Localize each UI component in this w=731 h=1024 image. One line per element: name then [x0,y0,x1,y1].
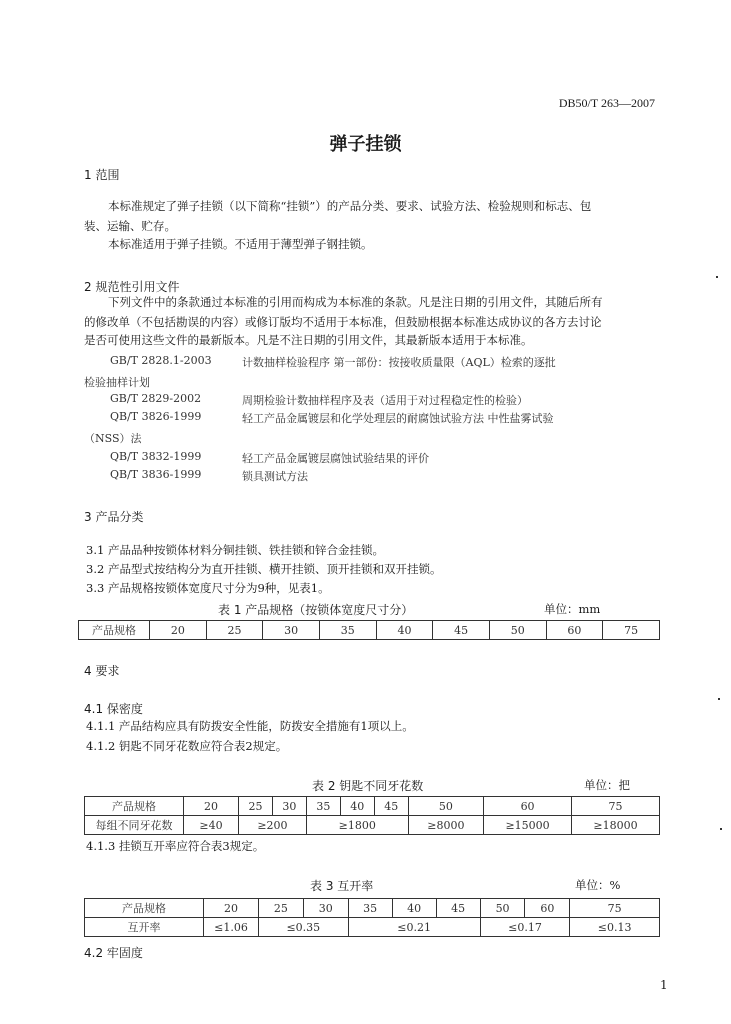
table-cell: 20 [204,899,259,918]
table-1 [78,620,660,640]
table-cell: ≥1800 [306,816,408,835]
table-cell: ≥18000 [572,816,660,835]
table-cell: 75 [572,797,660,816]
reference-code: GB/T 2829-2002 [110,392,202,405]
table-cell: ≤0.35 [259,918,349,937]
page-title: 弹子挂锁 [329,134,402,155]
page-mark: 1 [660,978,668,992]
table-cell: 75 [603,621,660,640]
table-cell: 50 [489,621,546,640]
table-cell: 30 [263,621,320,640]
clause-4-1-1: 4.1.1 产品结构应具有防拨安全性能，防拨安全措施有1项以上。 [86,719,414,733]
section-2-paragraph-3: 是否可使用这些文件的最新版本。凡是不注日期的引用文件，其最新版本适用于本标准。 [84,333,533,347]
table-cell: 产品规格 [79,621,150,640]
table-cell: 60 [546,621,603,640]
table-cell: 75 [570,899,660,918]
table-cell: 30 [303,899,348,918]
table-cell: 35 [306,797,340,816]
section-4-2-heading: 4.2 牢固度 [84,946,143,960]
section-4-1-heading: 4.1 保密度 [84,702,143,716]
table-cell: 40 [392,899,436,918]
table-cell: 互开率 [85,918,204,937]
section-2-paragraph-1: 下列文件中的条款通过本标准的引用而构成为本标准的条款。凡是注日期的引用文件，其随后所有 [108,295,603,309]
table-cell: ≥200 [239,816,307,835]
reference-code: GB/T 2828.1-2003 [110,354,212,367]
reference-title: 轻工产品金属镀层腐蚀试验结果的评价 [242,452,429,465]
reference-code: QB/T 3832-1999 [110,450,202,463]
scan-speck [720,828,722,830]
document-code: DB50/T 263—2007 [558,96,655,110]
table-cell: 25 [239,797,273,816]
section-1-paragraph-2: 本标准适用于弹子挂锁。不适用于薄型弹子钢挂锁。 [108,237,373,251]
table-cell: 产品规格 [85,899,204,918]
clause-4-1-2: 4.1.2 钥匙不同牙花数应符合表2规定。 [86,739,288,753]
clause-3-2: 3.2 产品型式按结构分为直开挂锁、横开挂锁、顶开挂锁和双开挂锁。 [86,562,442,576]
table-3-caption: 表 3 互开率 [310,879,374,893]
section-1-paragraph-1b: 装、运输、贮存。 [84,219,176,233]
table-cell: 50 [480,899,525,918]
scan-speck [718,698,720,700]
table-cell: ≤1.06 [204,918,259,937]
table-cell: ≥8000 [408,816,483,835]
table-3 [84,898,660,937]
table-cell: ≤0.17 [480,918,570,937]
table-cell: 40 [340,797,374,816]
table-1-unit: 单位：mm [544,602,601,616]
clause-3-3: 3.3 产品规格按锁体宽度尺寸分为9种，见表1。 [86,581,330,595]
table-cell: 35 [348,899,392,918]
section-3-heading: 3 产品分类 [84,510,144,524]
table-cell: 50 [408,797,483,816]
section-2-paragraph-2: 的修改单（不包括勘误的内容）或修订版均不适用于本标准，但鼓励根据本标准达成协议的各方去讨论 [84,315,602,329]
table-cell: ≤0.13 [570,918,660,937]
section-1-heading: 1 范围 [84,168,120,182]
table-cell: 60 [484,797,572,816]
table-cell: ≥40 [184,816,239,835]
reference-code: QB/T 3836-1999 [110,468,202,481]
table-cell: 45 [436,899,480,918]
table-cell: 25 [259,899,304,918]
table-2-unit: 单位：把 [584,778,630,792]
table-row [85,816,660,835]
table-2-caption: 表 2 钥匙不同牙花数 [312,779,424,793]
table-cell: ≤0.21 [348,918,480,937]
table-cell: 25 [206,621,263,640]
table-cell: 30 [272,797,306,816]
table-cell: 产品规格 [85,797,184,816]
clause-3-1: 3.1 产品品种按锁体材料分铜挂锁、铁挂锁和锌合金挂锁。 [86,543,384,557]
section-2-heading: 2 规范性引用文件 [84,280,180,294]
table-3-unit: 单位：% [575,878,621,892]
table-cell: 20 [150,621,207,640]
table-cell: 40 [376,621,433,640]
table-row [79,621,660,640]
reference-title: 轻工产品金属镀层和化学处理层的耐腐蚀试验方法 中性盐雾试验 [242,412,554,425]
section-4-heading: 4 要求 [84,664,120,678]
reference-code: QB/T 3826-1999 [110,410,202,423]
scan-speck [716,276,718,278]
reference-title: 周期检验计数抽样程序及表（适用于对过程稳定性的检验） [242,394,528,407]
table-2 [84,796,660,835]
reference-title: 检验抽样计划 [84,376,150,389]
reference-title: 计数抽样检验程序 第一部份：按接收质量限（AQL）检索的逐批 [242,356,556,369]
table-cell: 45 [374,797,408,816]
clause-4-1-3: 4.1.3 挂锁互开率应符合表3规定。 [86,839,265,853]
reference-title: 锁具测试方法 [242,470,308,483]
table-cell: 20 [184,797,239,816]
table-row [85,899,660,918]
table-cell: 每组不同牙花数 [85,816,184,835]
table-cell: 35 [319,621,376,640]
table-cell: 45 [433,621,490,640]
table-row [85,918,660,937]
table-row [85,797,660,816]
reference-title: （NSS）法 [84,432,142,445]
table-1-caption: 表 1 产品规格（按锁体宽度尺寸分） [218,603,414,617]
section-1-paragraph-1a: 本标准规定了弹子挂锁（以下简称“挂锁”）的产品分类、要求、试验方法、检验规则和标志、包 [108,199,592,213]
table-cell: ≥15000 [484,816,572,835]
table-cell: 60 [525,899,570,918]
